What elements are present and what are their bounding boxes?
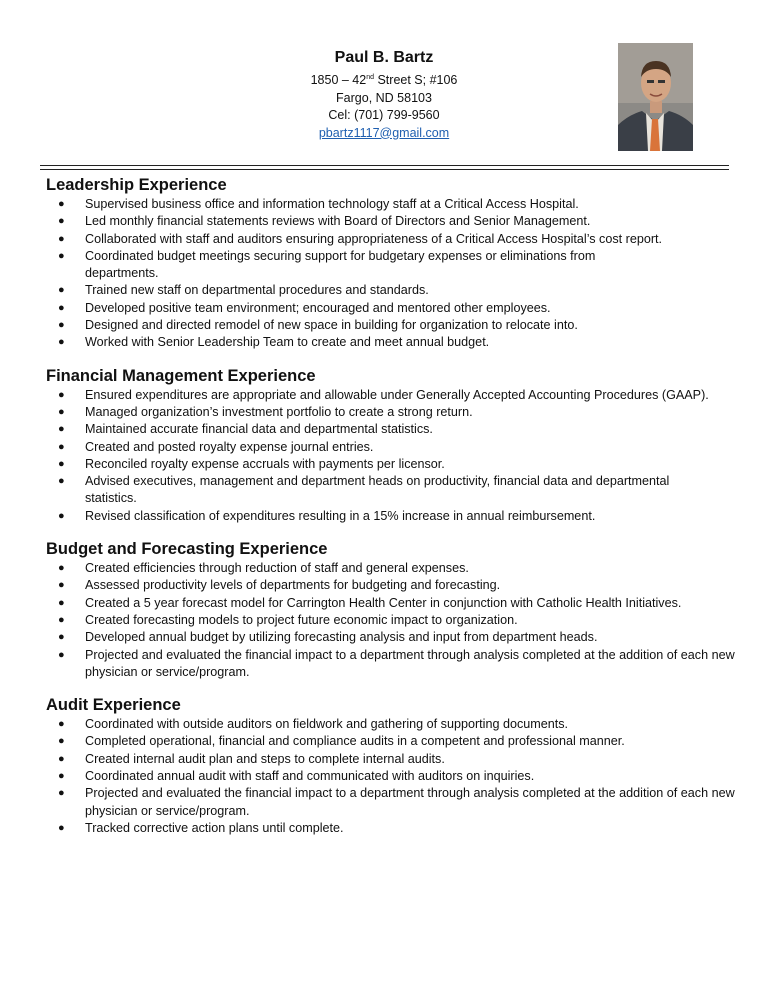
list-item: ● Reconciled royalty expense accruals with payments per licensor.	[46, 456, 736, 473]
list-item: ● Revised classification of expenditures resulting in a 15% increase in annual reimbursement.	[46, 508, 736, 525]
list-item: ● Projected and evaluated the financial impact to a department through analysis completed at the addition of each new physician or service/program.	[58, 647, 735, 679]
list-item: ● Managed organization’s investment portfolio to create a strong return.	[46, 404, 736, 421]
bullet-list	[46, 716, 736, 837]
bullet-icon: ●	[58, 718, 65, 731]
header-divider-top	[40, 165, 729, 166]
bullet-icon: ●	[58, 215, 65, 228]
section-title: Audit Experience	[46, 696, 181, 715]
bullet-icon: ●	[58, 405, 65, 418]
phone-number: Cel: (701) 799-9560	[328, 108, 440, 122]
profile-photo	[618, 43, 693, 151]
list-item: ● Worked with Senior Leadership Team to create and meet annual budget.	[46, 334, 736, 351]
bullet-icon: ●	[58, 249, 65, 262]
candidate-name: Paul B. Bartz	[334, 49, 434, 66]
list-item: ● Collaborated with staff and auditors ensuring appropriateness of a Critical Access Hospital’s cost report.	[46, 231, 736, 248]
address-line-2: Fargo, ND 58103	[336, 90, 432, 105]
bullet-icon: ●	[58, 336, 65, 349]
list-item: ● Created efficiencies through reduction of staff and general expenses.	[46, 560, 736, 577]
list-item: ● Coordinated annual audit with staff and communicated with auditors on inquiries.	[46, 768, 736, 785]
list-item: ● Created a 5 year forecast model for Carrington Health Center in conjunction with Catholic Health Initiatives.	[46, 595, 736, 612]
section-budget-forecasting	[46, 539, 736, 681]
bullet-icon: ●	[58, 232, 65, 245]
list-item: ● Projected and evaluated the financial impact to a department through analysis completed at the addition of each new physician or service/program.	[58, 786, 735, 818]
bullet-icon: ●	[58, 198, 65, 210]
email-link[interactable]: pbartz1117@gmail.com	[318, 125, 450, 140]
list-item: ● Completed operational, financial and compliance audits in a competent and professional manner.	[46, 733, 736, 750]
bullet-icon: ●	[58, 440, 65, 453]
list-item: ● Designed and directed remodel of new space in building for organization to relocate into.	[46, 317, 736, 334]
contact-block	[284, 72, 484, 142]
address-line-1	[284, 72, 484, 90]
header-divider-bottom	[40, 169, 729, 170]
section-title: Leadership Experience	[46, 176, 227, 194]
resume-body	[46, 175, 736, 851]
bullet-icon: ●	[58, 770, 65, 783]
section-title: Budget and Forecasting Experience	[46, 540, 328, 559]
bullet-icon: ●	[58, 735, 65, 748]
bullet-icon: ●	[58, 787, 65, 800]
bullet-icon: ●	[58, 509, 65, 522]
bullet-icon: ●	[58, 579, 65, 592]
list-item: ● Coordinated budget meetings securing support for budgetary expenses or eliminations from departments.	[58, 248, 596, 281]
bullet-icon: ●	[58, 596, 65, 609]
list-item: ● Advised executives, management and department heads on productivity, financial data and departmental statistics.	[58, 474, 670, 506]
list-item: ● Trained new staff on departmental procedures and standards.	[46, 282, 736, 299]
list-item: ● Supervised business office and information technology staff at a Critical Access Hospital.	[46, 196, 736, 213]
bullet-icon: ●	[58, 319, 65, 332]
address-ordinal-suffix: nd	[366, 73, 374, 81]
list-item: ● Developed annual budget by utilizing forecasting analysis and input from department heads.	[46, 629, 736, 646]
address-street-number: 1850 – 42	[310, 73, 367, 87]
list-item: ● Created and posted royalty expense journal entries.	[46, 439, 736, 456]
bullet-icon: ●	[58, 457, 65, 470]
bullet-list	[46, 196, 736, 352]
list-item: ● Assessed productivity levels of departments for budgeting and forecasting.	[46, 577, 736, 594]
list-item: ● Created forecasting models to project future economic impact to organization.	[46, 612, 736, 629]
bullet-list	[46, 560, 736, 681]
list-item: ● Ensured expenditures are appropriate and allowable under Generally Accepted Accounting Procedures (GAAP).	[46, 387, 736, 404]
list-item: ● Led monthly financial statements reviews with Board of Directors and Senior Management.	[46, 213, 736, 230]
bullet-icon: ●	[58, 301, 65, 314]
section-leadership	[46, 175, 736, 352]
section-audit	[46, 695, 736, 837]
list-item: ● Developed positive team environment; encouraged and mentored other employees.	[46, 300, 736, 317]
bullet-icon: ●	[58, 423, 65, 436]
bullet-icon: ●	[58, 475, 65, 488]
bullet-icon: ●	[58, 613, 65, 626]
bullet-list	[46, 387, 736, 525]
bullet-icon: ●	[58, 631, 65, 644]
bullet-icon: ●	[58, 752, 65, 765]
bullet-icon: ●	[58, 648, 65, 661]
list-item: ● Created internal audit plan and steps to complete internal audits.	[46, 751, 736, 768]
list-item: ● Maintained accurate financial data and departmental statistics.	[46, 421, 736, 438]
section-financial-management	[46, 366, 736, 525]
address-street-name: Street S; #106	[374, 73, 458, 87]
bullet-icon: ●	[58, 284, 65, 297]
bullet-icon: ●	[58, 821, 65, 834]
list-item: ● Tracked corrective action plans until complete.	[46, 820, 736, 837]
section-title: Financial Management Experience	[46, 366, 316, 385]
bullet-icon: ●	[58, 562, 65, 575]
resume-header	[0, 0, 768, 160]
bullet-icon: ●	[58, 388, 65, 401]
list-item: ● Coordinated with outside auditors on fieldwork and gathering of supporting documents.	[46, 716, 736, 733]
